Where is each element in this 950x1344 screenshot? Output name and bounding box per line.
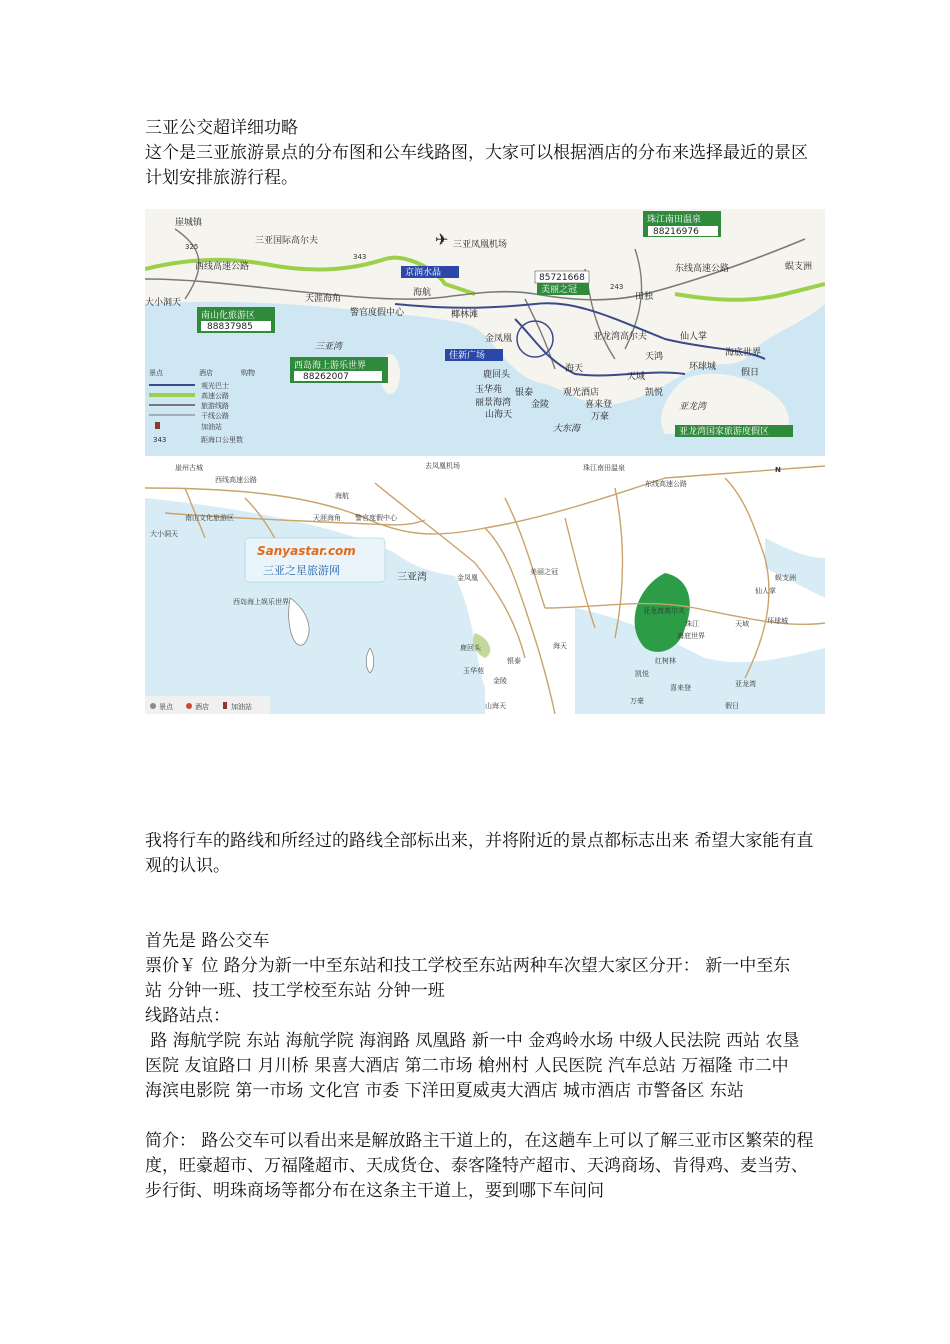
- map1-label-tianya: 天涯海角: [305, 294, 342, 304]
- map1-label-zhujiang: 珠江南田温泉: [647, 215, 702, 225]
- map2-label-dongxian: 东线高速公路: [645, 480, 687, 488]
- doc-para2: 我将行车的路线和所经过的路线全部标出来，并将附近的景点都标志出来 希望大家能有直观的认识。: [145, 831, 814, 876]
- map2-legend-gas: 加油站: [231, 703, 252, 711]
- doc-title: 三亚公交超详细功略: [145, 118, 298, 138]
- map1-label-325: 325: [185, 243, 199, 251]
- map2-label-yuhua: 玉华苑: [463, 667, 484, 675]
- map1-label-sanyawan: 三亚湾: [315, 342, 343, 352]
- map1-label-haidi: 海底世界: [725, 348, 762, 358]
- map2-label-golf: 亚龙湾高尔夫: [643, 607, 685, 615]
- legend-gas: 加油站: [201, 423, 222, 431]
- map1-label-airport: 三亚凤凰机场: [453, 240, 508, 250]
- map2-legend-scenic: 景点: [159, 703, 173, 711]
- map2-label-tianya2: 天域: [735, 620, 749, 628]
- map1-label-jinzuan: 金陵: [531, 400, 550, 410]
- map1-label-golf: 三亚国际高尔夫: [255, 236, 319, 246]
- legend-hotel: 酒店: [199, 369, 213, 377]
- map2-label-nanshan: 南山文化旅游区: [185, 514, 234, 522]
- map1-label-xidao: 西岛海上游乐世界: [294, 361, 367, 371]
- map2-label-yacheng: 崖州古城: [175, 464, 203, 472]
- map1-label-tianhong: 天鸿: [645, 352, 664, 362]
- tourist-map-upper: [145, 209, 825, 456]
- legend-scenic: 景点: [149, 369, 163, 377]
- map1-label-jingbei: 警官度假中心: [350, 308, 405, 318]
- bus-route-map-lower: [145, 458, 825, 714]
- map2-label-huanqiu: 环球城: [767, 617, 788, 625]
- map2-label-yinye: 银泰: [507, 657, 521, 665]
- doc-fare: 票价￥ 位 路分为新一中至东站和技工学校至东站两种车次望大家区分开： 新一中至东站 分钟一班、技工学校至东站 分钟一班: [145, 956, 791, 1001]
- map1-label-243: 243: [610, 283, 624, 291]
- doc-stops: 路 海航学院 东站 海航学院 海润路 凤凰路 新一中 金鸡岭水场 中级人民法院 西站 农垦医院 友谊路口 月川桥 果喜大酒店 第二市场 槍州村 人民医院 汽车总站 万福隆 市二中 海滨电影院 第一市场 文化宫 市委 下洋田夏威夷大酒店 城市酒店 市警备区 东站: [145, 1031, 800, 1101]
- map1-label-haihang: 海航: [413, 288, 432, 298]
- map1-label-yuhua: 玉华苑: [475, 385, 503, 395]
- map1-label-yalong-zone: 亚龙湾国家旅游度假区: [679, 427, 770, 437]
- map1-label-xixian: 西线高速公路: [195, 262, 250, 272]
- map2-label-wuzhizhou: 蜈支洲: [775, 574, 796, 582]
- map1-label-huandao: 环球城: [689, 362, 717, 372]
- map2-brand: Sanyastar.com: [257, 544, 356, 558]
- legend-highway: 高速公路: [201, 392, 229, 400]
- map1-label-guanguang: 观光酒店: [563, 388, 600, 398]
- map2-label-meili: 美丽之冠: [530, 568, 558, 576]
- map1-label-xilai: 喜来登: [585, 400, 613, 410]
- scenic-icon: [150, 703, 156, 709]
- map1-label-nanshan-tel: 88837985: [207, 322, 253, 332]
- map1-label-jiari: 假日: [741, 368, 760, 378]
- map1-label-shanhaitian: 山海天: [485, 410, 513, 420]
- map1-label-tiancheng: 天域: [627, 372, 646, 382]
- gas-station-icon: [223, 702, 227, 709]
- map2-label-sanyawan: 三亚湾: [397, 572, 427, 583]
- map1-label-luhuitou: 鹿回头: [483, 370, 511, 380]
- map1-label-wanhao: 万豪: [591, 412, 610, 422]
- map2-label-jiari: 假日: [725, 702, 739, 710]
- legend-trunk-road: 干线公路: [201, 412, 229, 420]
- map2-label-haitian: 海天: [553, 642, 567, 650]
- map1-label-jinfeng: 金凤凰: [485, 334, 513, 344]
- map2-brand-cn: 三亚之星旅游网: [263, 564, 340, 577]
- map1-label-liya: 丽景海湾: [475, 398, 512, 408]
- hotel-icon: [186, 703, 192, 709]
- legend-tour-route: 旅游线路: [201, 402, 229, 410]
- legend-num: 343: [153, 436, 167, 444]
- map2-label-xilaideng: 喜来登: [670, 684, 691, 692]
- map1-label-zhujiang-tel: 88216976: [653, 227, 699, 237]
- map2-label-shanhaitian: 山海天: [485, 702, 506, 710]
- map1-label-jiaxin: 佳新广场: [449, 351, 486, 361]
- north-arrow: N: [775, 466, 781, 474]
- map2-label-kaiyue: 凯悦: [635, 670, 649, 678]
- legend-shopping: 购物: [241, 369, 255, 377]
- doc-intro: 这个是三亚旅游景点的分布图和公车线路图，大家可以根据酒店的分布来选择最近的景区计划安排旅游行程。: [145, 143, 808, 188]
- doc-first-bus: 首先是 路公交车: [145, 931, 270, 951]
- map1-label-xidao-tel: 88262007: [303, 372, 349, 382]
- map2-label-luhuitou: 鹿回头: [460, 644, 481, 652]
- map1-label-343: 343: [353, 253, 367, 261]
- map2-label-xianrenzhang: 仙人掌: [755, 587, 776, 595]
- map1-label-wuzhizhou: 蜈支洲: [785, 262, 813, 272]
- map2-label-jinzuan: 金陵: [493, 677, 507, 685]
- map1-label-dadonghai: 大东海: [553, 424, 581, 434]
- gas-station-icon: [155, 422, 160, 429]
- map2-label-daxiaodongtian: 大小洞天: [150, 530, 178, 538]
- map1-label-yalongwan: 亚龙湾: [679, 402, 707, 412]
- map2-label-tianya: 天涯海角: [313, 514, 341, 522]
- map2-label-xidao: 西岛海上娱乐世界: [233, 598, 289, 606]
- map2-label-yalongwan: 亚龙湾: [735, 680, 756, 688]
- map1-label-yinye: 银泰: [515, 388, 534, 398]
- map2-legend-hotel: 酒店: [195, 703, 209, 711]
- map2-label-xixian: 西线高速公路: [215, 476, 257, 484]
- map1-label-meili: 美丽之冠: [541, 285, 578, 295]
- map2-label-jingbei: 警官度假中心: [355, 514, 397, 522]
- legend-sightseeing-bus: 观光巴士: [201, 382, 229, 390]
- map2-label-airport: 去凤凰机场: [425, 462, 460, 470]
- map1-label-yelin: 椰林滩: [451, 310, 479, 320]
- map1-label-xianrenzhang: 仙人掌: [680, 332, 708, 342]
- map1-label-tiandu: 田独: [635, 292, 654, 302]
- legend-distance: 距海口公里数: [201, 436, 243, 444]
- map2-label-zhujiang: 珠江南田温泉: [583, 464, 625, 472]
- map1-label-yacheng: 崖城镇: [175, 218, 203, 228]
- map1-label-daxiaodongtian: 大小洞天: [145, 298, 182, 308]
- map2-label-haihang: 海航: [335, 492, 349, 500]
- map2-label-zhujiang2: 珠江: [685, 620, 699, 628]
- map1-label-jingrun: 京润水晶: [405, 268, 442, 278]
- map2-label-hongshu: 红树林: [655, 657, 676, 665]
- doc-stops-label: 线路站点：: [145, 1006, 230, 1026]
- map1-label-nanshan: 南山化旅游区: [201, 311, 256, 321]
- map1-label-dongxian: 东线高速公路: [675, 264, 730, 274]
- map1-label-kaiyue: 凯悦: [645, 388, 664, 398]
- map1-label-yalong-golf: 亚龙湾高尔夫: [593, 332, 648, 342]
- map1-label-tel-85721668: 85721668: [539, 273, 585, 283]
- doc-summary: 简介： 路公交车可以看出来是解放路主干道上的，在这趟车上可以了解三亚市区繁荣的程度，旺豪超市、万福隆超市、天成货仓、泰客隆特产超市、天鸿商场、肯得鸡、麦当劳、步行街、明珠商场等都分布在这条主干道上，要到哪下车问问: [145, 1131, 814, 1201]
- map2-label-jinfeng: 金凤凰: [457, 574, 478, 582]
- map1-label-haitian: 海天: [565, 364, 584, 374]
- map2-label-wanhao: 万豪: [630, 697, 644, 705]
- map2-label-haidi: 海底世界: [677, 632, 705, 640]
- airplane-icon: ✈: [435, 230, 449, 249]
